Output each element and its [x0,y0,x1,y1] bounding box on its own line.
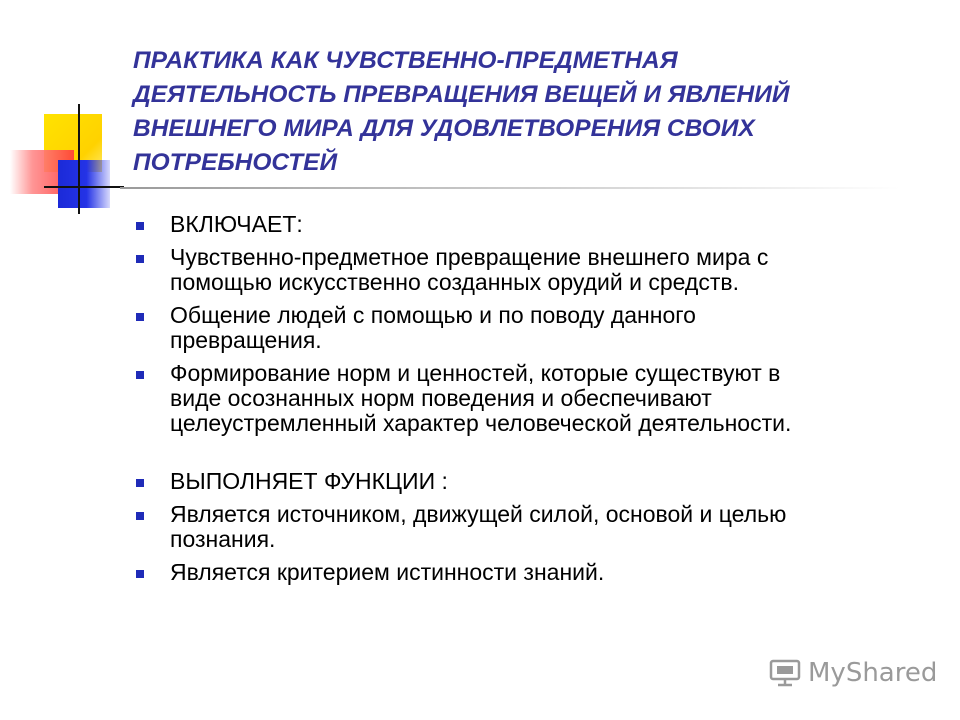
title-line: ПРАКТИКА КАК ЧУВСТВЕННО-ПРЕДМЕТНАЯ [133,47,678,74]
slide-title [133,44,893,180]
bullet-item [134,560,934,585]
myshared-logo-icon [768,658,802,688]
horizontal-line-decoration [44,186,124,188]
bullet-text: Является критерием истинности знаний. [170,559,605,585]
watermark-text: MyShared [808,658,938,688]
myshared-watermark[interactable] [768,656,937,690]
decorative-squares [0,0,140,240]
title-underline [120,187,900,189]
bullet-text: ВЫПОЛНЯЕТ ФУНКЦИИ : [170,468,448,494]
bullet-text: помощью искусственно созданных орудий и средств. [170,269,739,295]
bullet-square-icon [136,479,144,487]
bullet-item [134,361,934,436]
bullet-text: Является источником, движущей силой, основой и целью [170,501,787,527]
bullet-item-includes [134,212,934,237]
bullet-text: Формирование норм и ценностей, которые существуют в [170,360,781,386]
bullet-item [134,245,934,295]
bullet-square-icon [136,512,144,520]
bullet-list [134,212,934,585]
bullet-text: познания. [170,526,276,552]
bullet-text: превращения. [170,327,322,353]
bullet-text: Чувственно-предметное превращение внешнего мира с [170,244,769,270]
bullet-square-icon [136,313,144,321]
bullet-text: целеустремленный характер человеческой деятельности. [170,410,792,436]
title-line: ВНЕШНЕГО МИРА ДЛЯ УДОВЛЕТВОРЕНИЯ СВОИХ [133,115,755,142]
bullet-text: Общение людей с помощью и по поводу данного [170,302,696,328]
bullet-text: виде осознанных норм поведения и обеспечивают [170,385,712,411]
bullet-square-icon [136,570,144,578]
bullet-square-icon [136,222,144,230]
bullet-square-icon [136,371,144,379]
title-line: ДЕЯТЕЛЬНОСТЬ ПРЕВРАЩЕНИЯ ВЕЩЕЙ И ЯВЛЕНИЙ [133,81,790,108]
bullet-text: ВКЛЮЧАЕТ: [170,211,303,237]
blue-square-decoration [58,160,110,208]
vertical-line-decoration [78,104,80,214]
bullet-square-icon [136,255,144,263]
bullet-item-functions [134,469,934,494]
bullet-item [134,303,934,353]
bullet-item [134,502,934,552]
title-line: ПОТРЕБНОСТЕЙ [133,149,338,176]
